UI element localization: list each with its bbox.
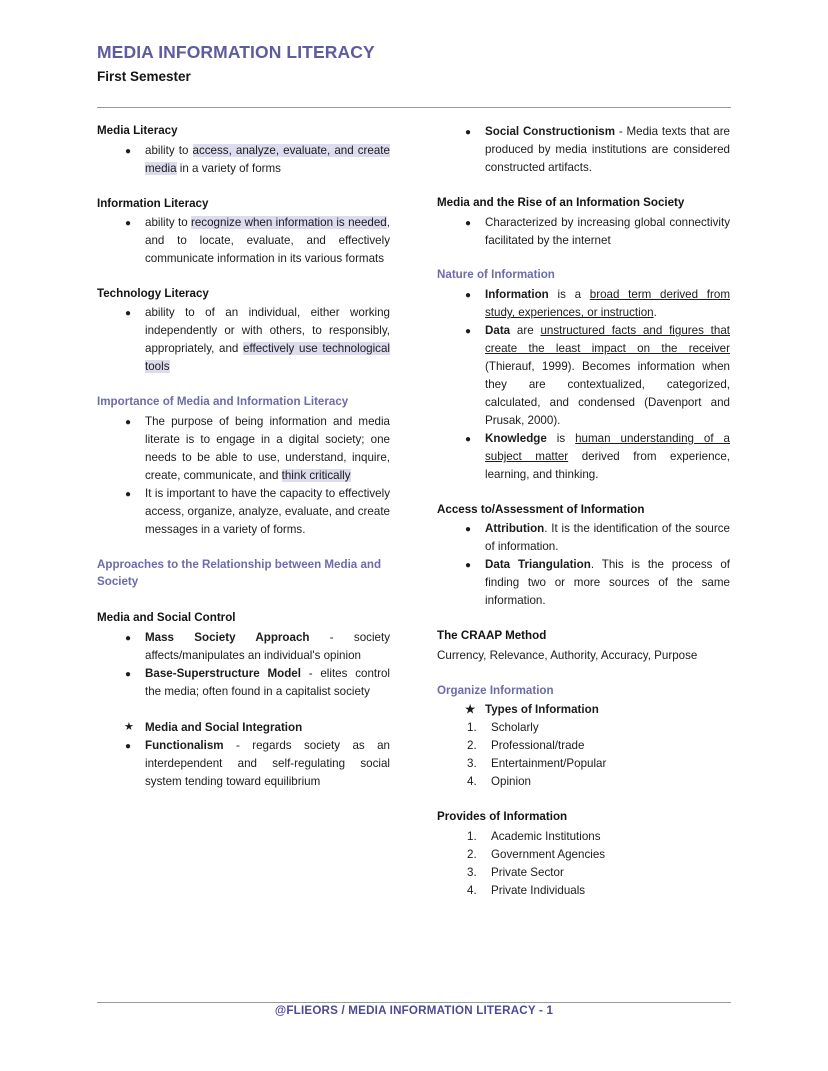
list-item <box>437 430 730 484</box>
list-item-text <box>485 558 730 607</box>
footer-divider <box>97 1002 731 1003</box>
star-bullet-icon: ★ <box>124 720 134 733</box>
content-section <box>97 394 390 539</box>
numbered-list <box>437 701 730 791</box>
list-item-text <box>145 415 390 482</box>
highlighted-text: recognize when information is needed <box>191 216 387 230</box>
section-heading: Access to/Assessment of Information <box>437 502 645 516</box>
list-item <box>437 882 730 900</box>
text-run: The purpose of being information and media literate is to engage in a digital society; one needs to be able to use, understand, inquire, create, communicate, and <box>145 415 390 482</box>
page-subtitle: First Semester <box>97 69 191 84</box>
list-item-text: Scholarly <box>491 721 539 735</box>
section-heading: Media and the Rise of an Information Society <box>437 196 685 210</box>
text-run: ability to <box>145 216 191 230</box>
text-run: (Thierauf, 1999). Becomes information when they are contextualized, categorized, calculated, and condensed (Davenport and Prusak, 2000). <box>485 360 730 428</box>
page-title: MEDIA INFORMATION LITERACY <box>97 42 375 62</box>
text-run: , and to locate, evaluate, and effectively communicate information in its various formats <box>145 216 390 265</box>
list-number: 3. <box>467 757 477 771</box>
list-item-text <box>145 739 390 788</box>
list-item-text <box>145 216 390 265</box>
bold-term: Data Triangulation <box>485 558 591 572</box>
text-run: ability to of an individual, either working independently or with others, to responsibly, appropriately, and <box>145 306 390 356</box>
header-divider <box>97 107 731 108</box>
bullet-icon: ● <box>465 560 472 572</box>
underlined-text: unstructured facts and figures that create the least impact on the receiver <box>485 324 731 356</box>
content-section <box>97 557 390 591</box>
list-item <box>437 864 730 882</box>
text-run: in a variety of forms <box>176 161 281 175</box>
section-heading: Approaches to the Relationship between Media and Society <box>97 557 382 588</box>
text-run: derived from experience, learning, and thinking. <box>485 450 730 481</box>
text-run: Characterized by increasing global connectivity facilitated by the internet <box>485 215 730 247</box>
document-header <box>97 42 731 108</box>
list-item <box>437 737 730 755</box>
list-item <box>97 719 390 737</box>
section-heading: Media Literacy <box>97 124 178 138</box>
list-item-text <box>145 721 302 734</box>
section-spacer <box>97 701 390 719</box>
underlined-text: human understanding of a subject matter <box>485 432 730 463</box>
section-heading: Media and Social Control <box>97 611 236 625</box>
bullet-list <box>437 520 730 610</box>
numbered-list <box>437 828 730 900</box>
text-run: is a <box>548 288 590 302</box>
list-item <box>437 846 730 864</box>
list-item <box>437 773 730 791</box>
section-spacer <box>97 592 390 610</box>
section-spacer <box>437 610 730 628</box>
bold-term: Attribution <box>485 522 545 536</box>
section-heading: Nature of Information <box>437 268 555 282</box>
list-item <box>97 485 390 539</box>
text-run: ability to <box>145 143 193 157</box>
bullet-icon: ● <box>465 127 472 139</box>
underlined-text: broad term derived from study, experiences, or instruction <box>485 288 730 320</box>
section-spacer <box>437 791 730 809</box>
list-number: 2. <box>467 847 477 861</box>
bold-term: Data <box>485 324 511 338</box>
section-spacer <box>97 268 390 286</box>
footer-text: @FLIEORS / MEDIA INFORMATION LITERACY - 1 <box>274 1004 554 1017</box>
bullet-list <box>97 719 390 791</box>
list-item-text <box>485 216 730 247</box>
bullet-list <box>97 214 390 268</box>
highlighted-text: effectively use technological tools <box>145 342 390 374</box>
bold-term: Mass Society Approach <box>145 630 310 644</box>
list-item <box>437 322 730 430</box>
list-item <box>437 214 730 250</box>
section-paragraph: Currency, Relevance, Authority, Accuracy, Purpose <box>437 648 698 662</box>
left-column <box>97 123 390 899</box>
list-item-text <box>145 306 390 373</box>
list-item <box>97 214 390 268</box>
bullet-icon: ● <box>465 326 472 338</box>
list-item <box>97 304 390 376</box>
bullet-list <box>97 142 390 178</box>
bullet-list <box>97 629 390 701</box>
list-number: 3. <box>467 865 477 879</box>
list-number: 1. <box>467 721 477 735</box>
list-item <box>97 629 390 665</box>
list-number: 1. <box>467 829 477 843</box>
bullet-list <box>437 123 730 177</box>
bullet-icon: ● <box>465 290 472 302</box>
list-item <box>437 755 730 773</box>
content-section <box>437 267 730 483</box>
list-item <box>437 123 730 177</box>
text-run: are <box>510 324 541 338</box>
bold-term: Social Constructionism <box>485 125 616 139</box>
section-heading: Organize Information <box>437 683 554 697</box>
list-item <box>97 413 390 485</box>
bullet-icon: ● <box>465 217 472 229</box>
highlighted-text: access, analyze, evaluate, and create media <box>145 143 390 175</box>
list-item-text: Types of Information <box>485 703 599 717</box>
content-section <box>97 610 390 700</box>
bullet-list <box>437 214 730 250</box>
bullet-icon: ● <box>125 668 132 680</box>
bold-term: Functionalism <box>145 738 224 752</box>
list-item <box>97 737 390 791</box>
section-spacer <box>437 665 730 683</box>
text-run: - regards society as an interdependent and self-regulating social system tending toward equilibrium <box>145 738 390 788</box>
bullet-icon: ● <box>125 488 132 500</box>
bullet-icon: ● <box>465 434 472 446</box>
bullet-icon: ● <box>125 740 132 752</box>
list-item-text <box>485 288 730 319</box>
list-item <box>97 142 390 178</box>
content-section <box>437 123 730 177</box>
section-spacer <box>97 178 390 196</box>
content-section <box>437 628 730 664</box>
text-run: . This is the process of finding two or more sources of the same information. <box>485 558 730 608</box>
bold-term: Base-Superstructure Model <box>145 666 301 680</box>
content-section <box>97 123 390 177</box>
list-item-text <box>485 324 730 427</box>
section-heading: Provides of Information <box>437 810 568 824</box>
section-spacer <box>437 249 730 267</box>
content-section <box>437 502 730 610</box>
section-spacer <box>97 376 390 394</box>
page-content <box>97 42 731 900</box>
list-item <box>437 701 730 719</box>
bold-term: Knowledge <box>485 432 547 446</box>
section-spacer <box>437 484 730 502</box>
content-section <box>97 719 390 791</box>
list-item <box>437 719 730 737</box>
list-item-text <box>485 432 730 481</box>
text-run: is <box>546 432 576 446</box>
list-item-text <box>145 667 390 698</box>
section-heading: The CRAAP Method <box>437 629 547 643</box>
section-heading: Importance of Media and Information Literacy <box>97 395 349 409</box>
star-bullet-icon: ★ <box>465 703 476 717</box>
list-item-text: Private Individuals <box>491 883 586 897</box>
section-spacer <box>97 539 390 557</box>
list-item <box>437 520 730 556</box>
list-item <box>97 665 390 701</box>
bullet-icon: ● <box>125 308 132 320</box>
list-item-text <box>485 522 730 553</box>
content-section <box>97 196 390 268</box>
list-item-text: Entertainment/Popular <box>491 757 607 771</box>
list-item-text <box>145 487 390 536</box>
text-run: . It is the identification of the source of information. <box>485 522 730 554</box>
list-item <box>437 286 730 322</box>
list-item-text: Professional/trade <box>491 739 585 753</box>
bullet-icon: ● <box>125 145 132 157</box>
bullet-icon: ● <box>465 524 472 536</box>
content-section <box>437 809 730 899</box>
list-item-text: Government Agencies <box>491 847 606 861</box>
list-item-text <box>485 125 730 174</box>
content-section <box>97 286 390 376</box>
bullet-list <box>97 304 390 376</box>
text-run: - elites control the media; often found in a capitalist society <box>145 666 390 698</box>
text-run: . <box>653 306 657 320</box>
list-item <box>437 828 730 846</box>
list-item-text <box>145 631 390 662</box>
section-heading: Technology Literacy <box>97 286 209 300</box>
content-section <box>437 683 730 792</box>
bullet-list <box>97 413 390 539</box>
section-heading: Information Literacy <box>97 196 209 210</box>
right-column <box>437 123 730 899</box>
two-column-body <box>97 123 731 899</box>
section-spacer <box>437 177 730 195</box>
bold-term: Media and Social Integration <box>145 720 303 734</box>
bullet-icon: ● <box>125 218 132 230</box>
bullet-icon: ● <box>125 632 132 644</box>
text-run: - Media texts that are produced by media institutions are considered constructed artifacts. <box>485 125 731 175</box>
bullet-icon: ● <box>125 417 132 429</box>
list-number: 4. <box>467 883 477 897</box>
list-item <box>437 556 730 610</box>
list-number: 4. <box>467 775 477 789</box>
highlighted-text: think critically <box>281 468 351 482</box>
list-item-text: Academic Institutions <box>491 829 601 843</box>
text-run: - society affects/manipulates an individual's opinion <box>145 630 390 662</box>
bullet-list <box>437 286 730 484</box>
list-item-text: Private Sector <box>491 865 564 879</box>
list-item-text <box>145 144 390 175</box>
text-run: It is important to have the capacity to effectively access, organize, analyze, evaluate, and create messages in a variety of forms. <box>145 486 390 536</box>
bold-term: Information <box>485 288 549 302</box>
list-item-text: Opinion <box>491 775 531 789</box>
list-number: 2. <box>467 739 477 753</box>
content-section <box>437 195 730 249</box>
